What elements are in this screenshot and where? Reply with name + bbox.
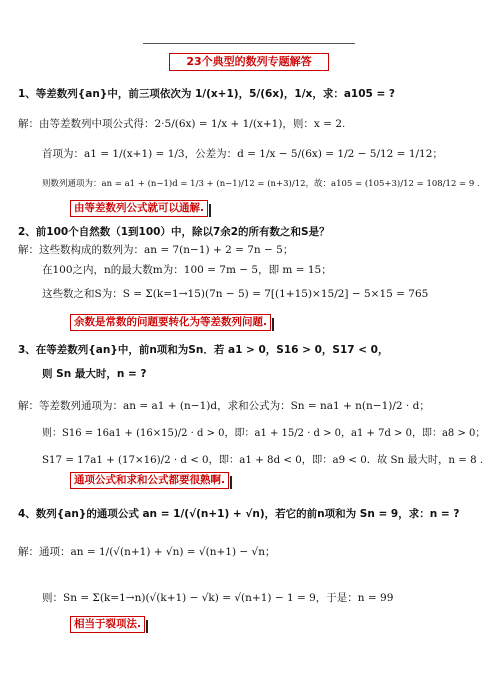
problem-2-line-1: 解：这些数构成的数列为：an = 7(n−1) + 2 = 7n − 5；	[18, 244, 294, 256]
header-rule	[143, 43, 355, 44]
problem-3-line-2: 则：S16 = 16a1 + (16×15)/2 · d > 0，即：a1 + 15/2 · d > 0，a1 + 7d > 0，即：a8 > 0；	[42, 428, 486, 439]
problem-3-question: 3、在等差数列{an}中，前n项和为Sn．若 a1 > 0，S16 > 0，S17 < 0，	[18, 344, 389, 356]
problem-4-line-2: 则：Sn = Σ(k=1→n)(√(k+1) − √k) = √(n+1) − 1 = 9，于是：n = 99	[42, 592, 394, 604]
problem-3-line-3: S17 = 17a1 + (17×16)/2 · d < 0，即：a1 + 8d < 0，即：a9 < 0．故 Sn 最大时，n = 8 .	[42, 454, 484, 466]
problem-1-line-2: 首项为：a1 = 1/(x+1) = 1/3，公差为：d = 1/x − 5/(6x) = 1/2 − 5/12 = 1/12；	[42, 148, 443, 160]
problem-2-line-2: 在100之内，n的最大数m为：100 = 7m − 5，即 m = 15；	[42, 264, 332, 276]
problem-2-question: 2、前100个自然数（1到100）中，除以7余2的所有数之和S是？	[18, 226, 330, 238]
problem-3-note: 通项公式和求和公式都要很熟啊.	[70, 472, 229, 489]
problem-2-note: 余数是常数的问题要转化为等差数列问题.	[70, 314, 271, 331]
problem-1-question: 1、等差数列{an}中，前三项依次为 1/(x+1)，5/(6x)，1/x，求：a105 = ?	[18, 88, 396, 100]
problem-4-note: 相当于裂项法.	[70, 616, 145, 633]
problem-4-question: 4、数列{an}的通项公式 an = 1/(√(n+1) + √n)，若它的前n项和为 Sn = 9，求：n = ?	[18, 508, 460, 520]
problem-1-note: 由等差数列公式就可以通解.	[70, 200, 208, 217]
problem-3-line-1: 解：等差数列通项为：an = a1 + (n−1)d，求和公式为：Sn = na1 + n(n−1)/2 · d；	[18, 400, 430, 412]
problem-3-question-2: 则 Sn 最大时，n = ?	[42, 368, 147, 380]
problem-4-line-1: 解：通项：an = 1/(√(n+1) + √n) = √(n+1) − √n；	[18, 546, 276, 558]
problem-2-line-3: 这些数之和S为：S = Σ(k=1→15)(7n − 5) = 7[(1+15)×15/2] − 5×15 = 765	[42, 288, 429, 300]
problem-1-line-3: 则数列通项为：an = a1 + (n−1)d = 1/3 + (n−1)/12 = (n+3)/12，故：a105 = (105+3)/12 = 108/12 = 9 .	[42, 179, 480, 189]
problem-1-line-1: 解：由等差数列中项公式得：2·5/(6x) = 1/x + 1/(x+1)，则：x = 2.	[18, 118, 346, 130]
document-title: 23个典型的数列专题解答	[169, 53, 329, 71]
